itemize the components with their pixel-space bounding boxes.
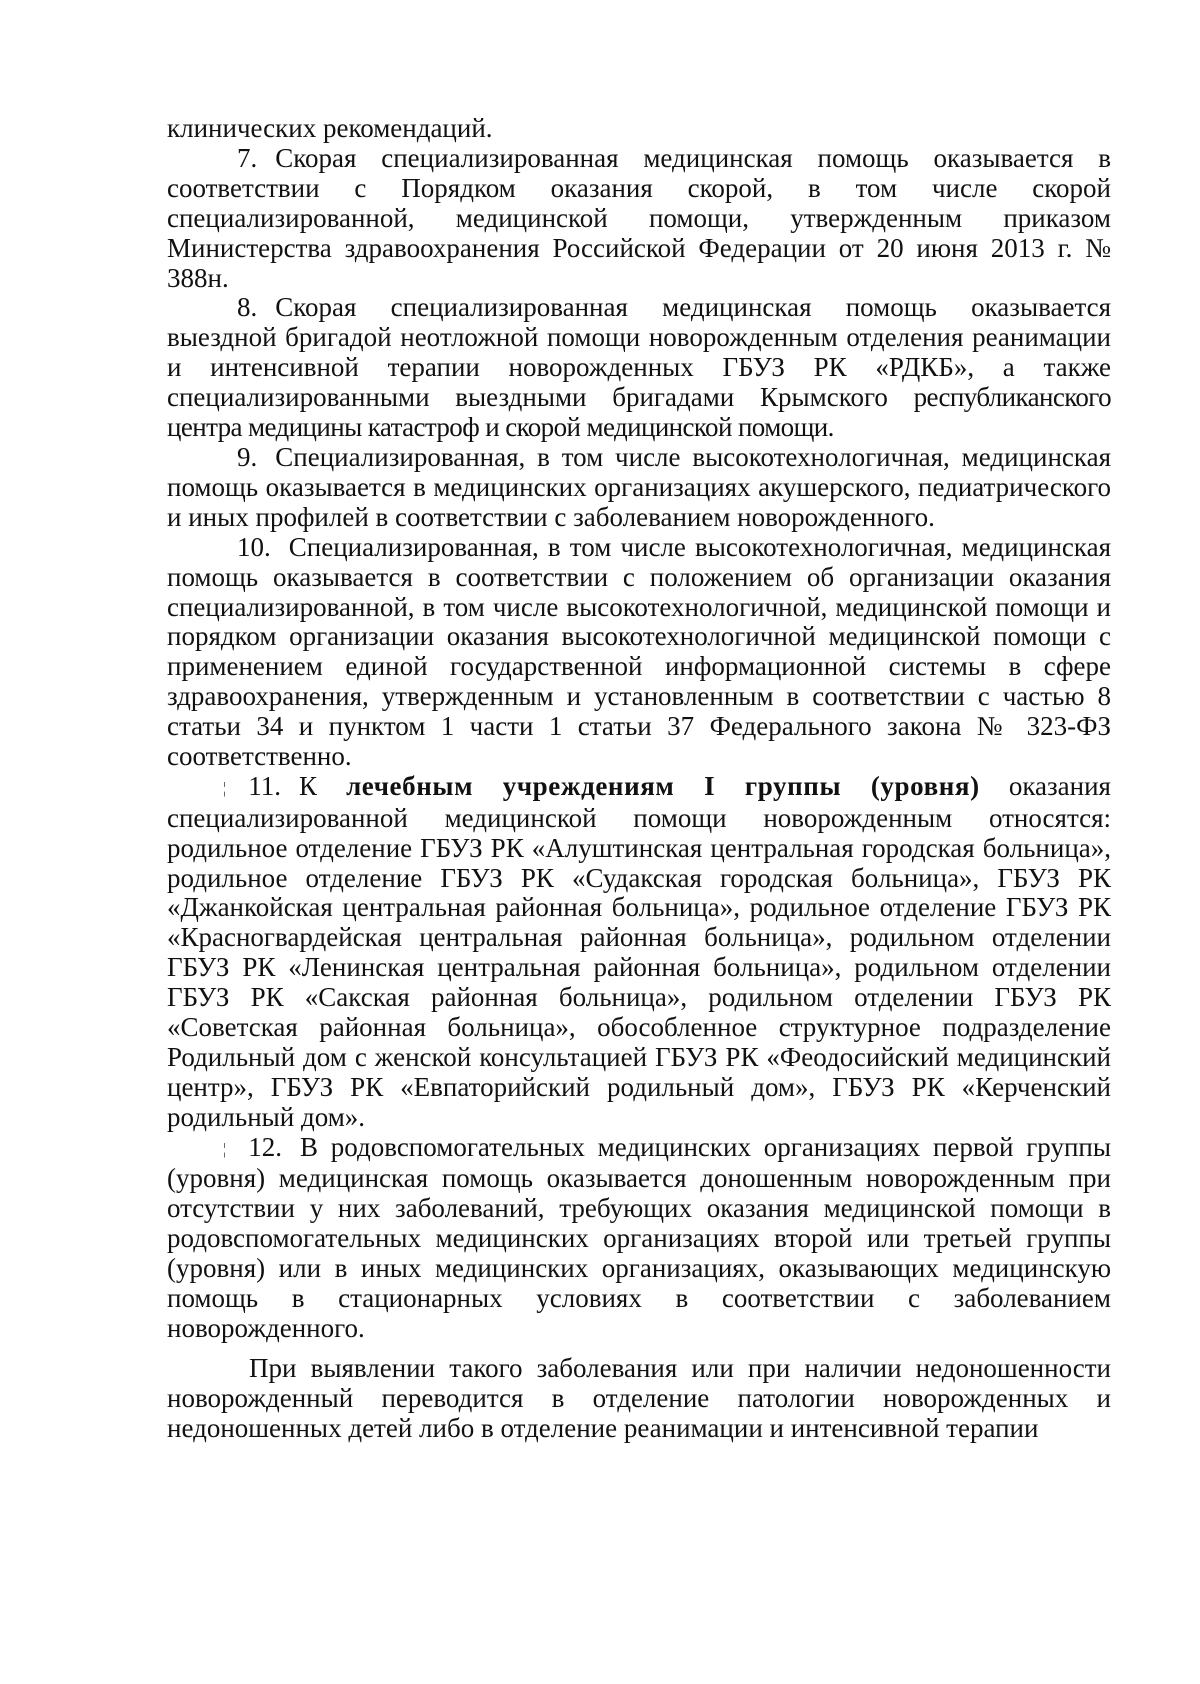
paragraph-lead: К [298,770,347,801]
paragraph-8 [167,293,1111,443]
paragraph-number: 10. [237,531,271,562]
paragraph-text: Специализированная, в том числе высокотехнологичная, медицинская помощь оказывается в медицинских организациях акушерского, педиатрического и иных профилей в соответствии с заболеванием новорожденного. [167,441,1111,532]
paragraph-text-condensed: республиканского центра медицины катастроф и скорой медицинской помощи. [167,382,1111,443]
paragraph-text: Специализированная, в том числе высокотехнологичная, медицинская помощь оказывается в соответствии с положением об организации оказания специализированной, в том числе высокотехнологичной, медицинской помощи и порядком организации оказания высокотехнологичной медицинской помощи с применением единой государственной информационной системы в сфере здравоохранения, утвержденным и установленным в соответствии с частью 8 статьи 34 и пунктом 1 части 1 статьи 37 Федерального закона № 323-ФЗ соответственно. [167,531,1111,772]
margin-mark: ¦ [223,1140,227,1158]
paragraph-text: При выявлении такого заболевания или при наличии недоношенности новорожденный переводится в отделение патологии новорожденных и недоношенных детей либо в отделение реанимации и интенсивной терапии [167,1352,1111,1443]
margin-mark: ¦ [223,779,227,797]
document-page [167,114,1111,1444]
paragraph-number: 8. [237,292,258,323]
paragraph-number: 12. [248,1131,282,1162]
paragraph-text: Скорая специализированная медицинская помощь оказывается выездной бригадой неотложной помощи новорожденным отделения реанимации и интенсивной терапии новорожденных ГБУЗ РК «РДКБ», а также специализированными выездными бригадами Крымского [167,292,1111,413]
paragraph-continuation [167,114,1111,144]
paragraph-12 [167,1133,1111,1344]
paragraph-13 [167,1354,1111,1444]
paragraph-text: клинических рекомендаций. [167,113,493,143]
paragraph-number: 9. [237,441,258,472]
paragraph-text: В родовспомогательных медицинских организациях первой группы (уровня) медицинская помощь оказывается доношенным новорожденным при отсутствии у них заболеваний, требующих оказания медицинской помощи в родовспомогательных медицинских организациях второй или третьей группы (уровня) или в иных медицинских организациях, оказывающих медицинскую помощь в стационарных условиях в соответствии с заболеванием новорожденного. [167,1131,1111,1343]
paragraph-bold-term: лечебным учреждениям I группы (уровня) [346,770,980,801]
paragraph-10 [167,533,1111,772]
paragraph-number: 11. [248,770,281,801]
paragraph-text: оказания специализированной медицинской помощи новорожденным относятся: родильное отделение ГБУЗ РК «Алуштинская центральная городская больница», родильное отделение ГБУЗ РК «Судакская городская больница», ГБУЗ РК «Джанкойская центральная районная больница», родильное отделение ГБУЗ РК «Красногвардейская центральная районная больница», родильном отделении ГБУЗ РК «Ленинская центральная районная больница», родильном отделении ГБУЗ РК «Сакская районная больница», родильном отделении ГБУЗ РК «Советская районная больница», обособленное структурное подразделение Родильный дом с женской консультацией ГБУЗ РК «Феодосийский медицинский центр», ГБУЗ РК «Евпаторийский родильный дом», ГБУЗ РК «Керченский родильный дом». [167,770,1111,1132]
paragraph-11 [167,772,1111,1133]
paragraph-number: 7. [237,142,258,173]
paragraph-7 [167,144,1111,294]
paragraph-text: Скорая специализированная медицинская помощь оказывается в соответствии с Порядком оказания скорой, в том числе скорой специализированной, медицинской помощи, утвержденным приказом Министерства здравоохранения Российской Федерации от 20 июня 2013 г. № 388н. [167,142,1111,293]
paragraph-9 [167,443,1111,533]
